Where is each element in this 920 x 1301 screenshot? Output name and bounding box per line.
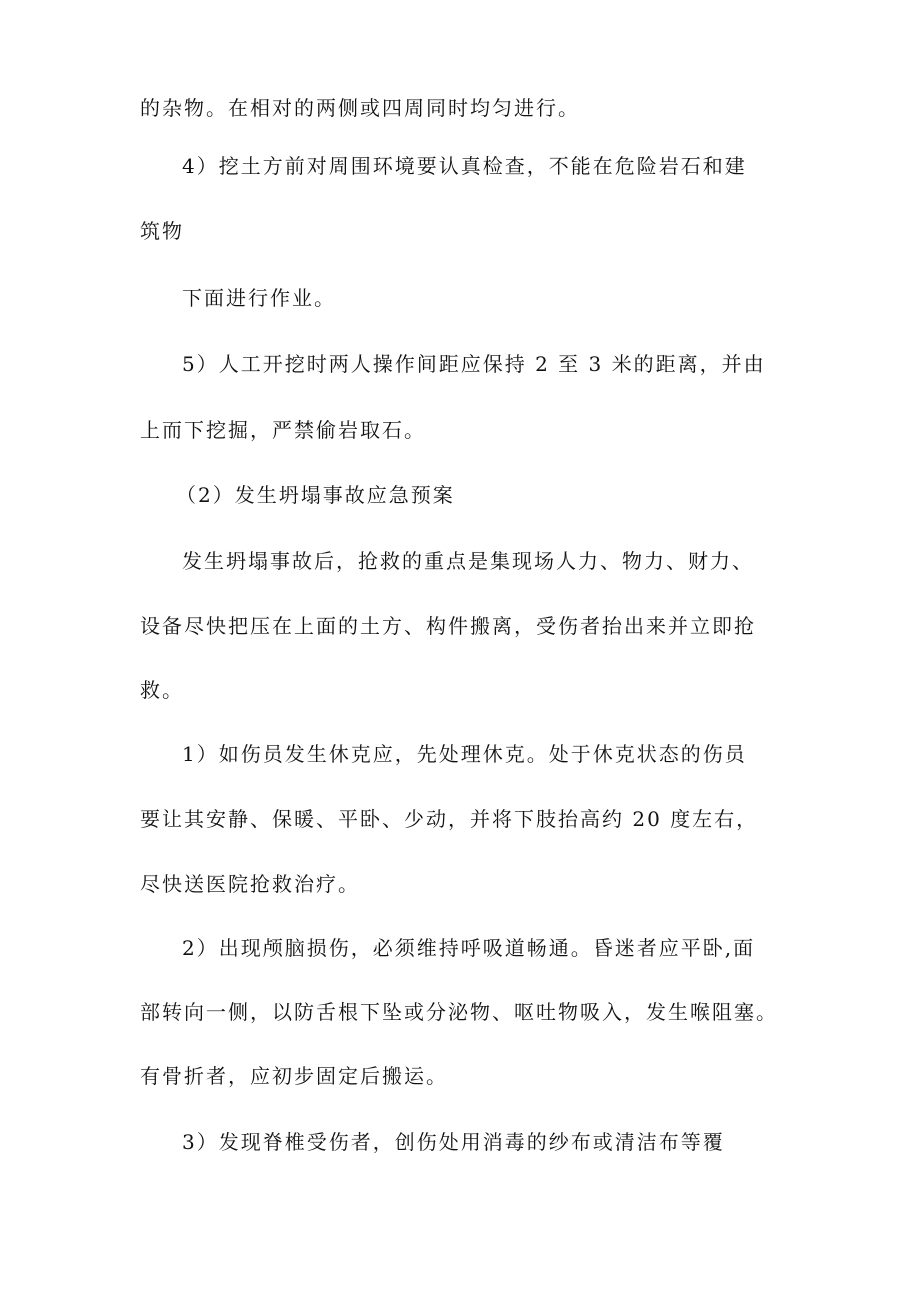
- text-line: 要让其安静、保暖、平卧、少动，并将下肢抬高约 20 度左右，: [140, 807, 759, 831]
- text-line: 3）发现脊椎受伤者，创伤处用消毒的纱布或清洁布等覆: [182, 1130, 725, 1154]
- text-line: 的杂物。在相对的两侧或四周同时均匀进行。: [140, 96, 580, 120]
- text-line: 尽快送医院抢救治疗。: [140, 872, 360, 896]
- text-line: 5）人工开挖时两人操作间距应保持 2 至 3 米的距离，并由: [182, 352, 766, 376]
- text-line: 4）挖土方前对周围环境要认真检查，不能在危险岩石和建: [182, 154, 747, 178]
- text-line: 下面进行作业。: [182, 286, 336, 310]
- section-heading: （2）发生坍塌事故应急预案: [176, 483, 455, 507]
- text-line: 2）出现颅脑损伤，必须维持呼吸道畅通。昏迷者应平卧,面: [182, 936, 756, 960]
- text-line: 设备尽快把压在上面的土方、构件搬离，受伤者抬出来并立即抢: [140, 614, 756, 638]
- text-line: 有骨折者，应初步固定后搬运。: [140, 1064, 448, 1088]
- text-line: 发生坍塌事故后，抢救的重点是集现场人力、物力、财力、: [182, 549, 754, 573]
- text-line: 部转向一侧，以防舌根下坠或分泌物、呕吐物吸入，发生喉阻塞。: [140, 1000, 778, 1024]
- text-line: 上而下挖掘，严禁偷岩取石。: [140, 418, 426, 442]
- text-line: 筑物: [140, 219, 184, 243]
- text-line: 1）如伤员发生休克应，先处理休克。处于休克状态的伤员: [182, 742, 747, 766]
- text-line: 救。: [140, 678, 184, 702]
